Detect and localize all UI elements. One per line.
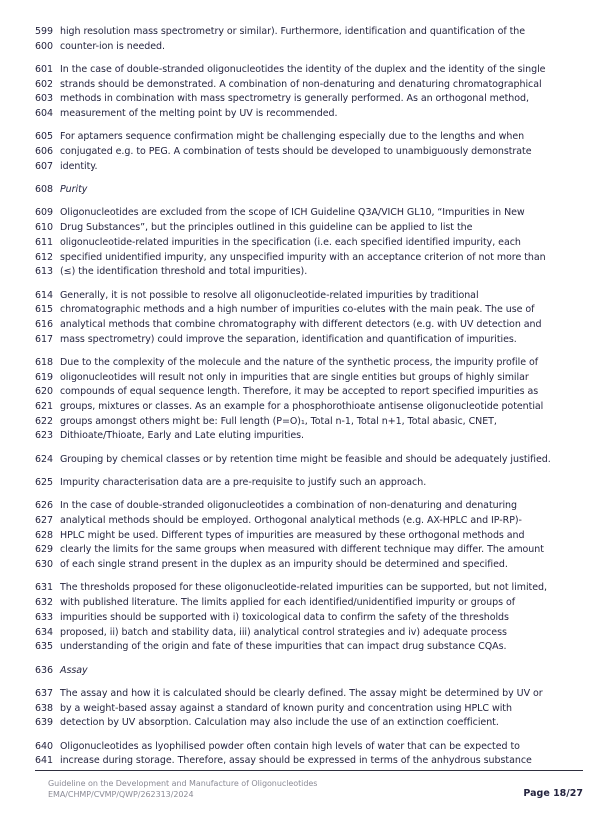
text-line bbox=[35, 400, 595, 415]
line-text: detection by UV absorption. Calculation may also include the use of an extinction coefficient. bbox=[60, 717, 499, 729]
line-text: clearly the limits for the same groups when measured with different technique may differ. The amount bbox=[60, 544, 544, 556]
line-number: 628 bbox=[35, 529, 53, 541]
paragraph bbox=[35, 356, 595, 444]
line-number: 621 bbox=[35, 401, 53, 413]
text-line bbox=[35, 221, 595, 236]
line-text: by a weight-based assay against a standard of known purity and concentration using HPLC with bbox=[60, 702, 512, 714]
paragraph bbox=[35, 206, 595, 280]
text-line bbox=[35, 499, 595, 514]
paragraph bbox=[35, 289, 595, 348]
line-text: Purity bbox=[60, 184, 88, 196]
line-number: 607 bbox=[35, 160, 53, 172]
text-line bbox=[35, 107, 595, 122]
text-line bbox=[35, 160, 595, 175]
text-line bbox=[35, 356, 595, 371]
text-line bbox=[35, 78, 595, 93]
paragraph bbox=[35, 476, 595, 491]
line-number: 635 bbox=[35, 641, 53, 653]
line-number: 613 bbox=[35, 266, 53, 278]
line-text: measurement of the melting point by UV is recommended. bbox=[60, 108, 338, 120]
line-text: groups amongst others might be: Full length (P=O)₁, Total n-1, Total n+1, Total abasic, CNET, bbox=[60, 415, 497, 427]
paragraph bbox=[35, 453, 595, 468]
line-text: HPLC might be used. Different types of impurities are measured by these orthogonal methods and bbox=[60, 529, 525, 541]
text-line bbox=[35, 514, 595, 529]
line-text: increase during storage. Therefore, assay should be expressed in terms of the anhydrous substance bbox=[60, 755, 532, 767]
footer-page-number: Page 18/27 bbox=[523, 788, 583, 799]
line-text: mass spectrometry) could improve the separation, identification and quantification of impurities. bbox=[60, 333, 517, 345]
line-text: chromatographic methods and a high number of impurities co-elutes with the main peak. The use of bbox=[60, 304, 535, 316]
text-line bbox=[35, 25, 595, 40]
line-number: 614 bbox=[35, 289, 53, 301]
line-text: Dithioate/Thioate, Early and Late eluting impurities. bbox=[60, 430, 305, 442]
line-number: 603 bbox=[35, 93, 53, 105]
line-text: methods in combination with mass spectrometry is generally performed. As an orthogonal method, bbox=[60, 93, 529, 105]
text-line bbox=[35, 333, 595, 348]
line-text: compounds of equal sequence length. Therefore, it may be accepted to report specified impurities as bbox=[60, 386, 539, 398]
line-number: 622 bbox=[35, 415, 53, 427]
line-text: oligonucleotide-related impurities in the specification (i.e. each specified identified impurity, each bbox=[60, 236, 521, 248]
text-line bbox=[35, 529, 595, 544]
footer-divider bbox=[35, 770, 583, 771]
text-line bbox=[35, 626, 595, 641]
line-number: 637 bbox=[35, 687, 53, 699]
line-text: groups, mixtures or classes. As an example for a phosphorothioate antisense oligonucleotide potential bbox=[60, 401, 544, 413]
line-text: impurities should be supported with i) toxicological data to confirm the safety of the thresholds bbox=[60, 611, 509, 623]
text-line bbox=[35, 740, 595, 755]
line-text: with published literature. The limits applied for each identified/unidentified impurity or groups of bbox=[60, 597, 516, 609]
page-footer bbox=[35, 770, 583, 800]
text-line bbox=[35, 40, 595, 55]
line-text: Due to the complexity of the molecule and the nature of the synthetic process, the impurity profile of bbox=[60, 356, 539, 368]
text-line bbox=[35, 640, 595, 655]
line-number: 640 bbox=[35, 740, 53, 752]
text-line bbox=[35, 63, 595, 78]
text-line bbox=[35, 289, 595, 304]
text-line bbox=[35, 183, 595, 198]
line-number: 611 bbox=[35, 236, 53, 248]
text-line bbox=[35, 318, 595, 333]
line-text: For aptamers sequence confirmation might be challenging especially due to the lengths and when bbox=[60, 131, 525, 143]
line-text: In the case of double-stranded oligonucleotides the identity of the duplex and the identity of the single bbox=[60, 64, 546, 75]
text-line bbox=[35, 429, 595, 444]
line-number: 641 bbox=[35, 755, 53, 767]
section-heading bbox=[35, 183, 595, 198]
text-line bbox=[35, 754, 595, 769]
text-line bbox=[35, 453, 595, 468]
paragraph bbox=[35, 581, 595, 655]
line-text: Drug Substances”, but the principles outlined in this guideline can be applied to list the bbox=[60, 222, 473, 234]
line-number: 616 bbox=[35, 318, 53, 330]
line-number: 604 bbox=[35, 108, 53, 120]
line-text: Generally, it is not possible to resolve all oligonucleotide-related impurities by traditional bbox=[60, 289, 479, 301]
footer-doc-info bbox=[48, 778, 317, 800]
line-text: oligonucleotides will result not only in impurities that are single entities but groups of highly similar bbox=[60, 371, 529, 383]
line-number: 624 bbox=[35, 453, 53, 465]
line-number: 630 bbox=[35, 559, 53, 571]
line-text: strands should be demonstrated. A combination of non-denaturing and denaturing chromatographical bbox=[60, 78, 542, 90]
line-number: 601 bbox=[35, 64, 53, 75]
line-text: understanding of the origin and fate of these impurities that can impact drug substance CQAs. bbox=[60, 641, 507, 653]
line-text: analytical methods should be employed. Orthogonal analytical methods (e.g. AX-HPLC and IP-RP)- bbox=[60, 515, 522, 527]
line-text: In the case of double-stranded oligonucleotides a combination of non-denaturing and denaturing bbox=[60, 500, 517, 512]
line-number: 602 bbox=[35, 78, 53, 90]
footer-doc-ref: EMA/CHMP/CVMP/QWP/262313/2024 bbox=[48, 790, 194, 799]
line-text: identity. bbox=[60, 160, 98, 172]
line-number: 631 bbox=[35, 582, 53, 594]
line-number: 634 bbox=[35, 626, 53, 638]
paragraph bbox=[35, 63, 595, 122]
line-number: 600 bbox=[35, 40, 53, 52]
text-line bbox=[35, 558, 595, 573]
line-number: 612 bbox=[35, 251, 53, 263]
line-number: 636 bbox=[35, 664, 53, 676]
paragraph bbox=[35, 687, 595, 731]
line-number: 626 bbox=[35, 500, 53, 512]
text-line bbox=[35, 596, 595, 611]
text-line bbox=[35, 303, 595, 318]
text-line bbox=[35, 130, 595, 145]
line-text: Oligonucleotides are excluded from the scope of ICH Guideline Q3A/VICH GL10, “Impurities in New bbox=[60, 207, 525, 219]
paragraph bbox=[35, 25, 595, 54]
footer-doc-title: Guideline on the Development and Manufacture of Oligonucleotides bbox=[48, 779, 318, 788]
line-text: The thresholds proposed for these oligonucleotide-related impurities can be supported, but not limited, bbox=[60, 582, 547, 594]
paragraph bbox=[35, 740, 595, 769]
line-number: 599 bbox=[35, 26, 53, 37]
line-number: 615 bbox=[35, 304, 53, 316]
paragraph bbox=[35, 499, 595, 573]
line-text: specified unidentified impurity, any unspecified impurity with an acceptance criterion of not more than bbox=[60, 251, 546, 263]
line-number: 639 bbox=[35, 717, 53, 729]
document-body bbox=[35, 25, 595, 769]
text-line bbox=[35, 476, 595, 491]
text-line bbox=[35, 206, 595, 221]
paragraph bbox=[35, 130, 595, 174]
line-number: 617 bbox=[35, 333, 53, 345]
text-line bbox=[35, 543, 595, 558]
line-number: 606 bbox=[35, 146, 53, 158]
line-number: 605 bbox=[35, 131, 53, 143]
line-number: 627 bbox=[35, 515, 53, 527]
line-text: Impurity characterisation data are a pre-requisite to justify such an approach. bbox=[60, 477, 427, 489]
line-text: Assay bbox=[60, 664, 88, 676]
line-number: 619 bbox=[35, 371, 53, 383]
section-heading bbox=[35, 664, 595, 679]
line-text: of each single strand present in the duplex as an impurity should be determined and specified. bbox=[60, 559, 508, 571]
text-line bbox=[35, 145, 595, 160]
text-line bbox=[35, 611, 595, 626]
line-number: 610 bbox=[35, 222, 53, 234]
text-line bbox=[35, 92, 595, 107]
line-text: counter-ion is needed. bbox=[60, 40, 166, 52]
line-text: The assay and how it is calculated should be clearly defined. The assay might be determined by UV or bbox=[60, 687, 543, 699]
text-line bbox=[35, 265, 595, 280]
footer-row bbox=[35, 778, 583, 800]
line-number: 629 bbox=[35, 544, 53, 556]
line-text: analytical methods that combine chromatography with different detectors (e.g. with UV detection and bbox=[60, 318, 542, 330]
line-number: 618 bbox=[35, 356, 53, 368]
text-line bbox=[35, 371, 595, 386]
text-line bbox=[35, 664, 595, 679]
line-number: 620 bbox=[35, 386, 53, 398]
text-line bbox=[35, 581, 595, 596]
line-number: 633 bbox=[35, 611, 53, 623]
text-line bbox=[35, 385, 595, 400]
line-number: 632 bbox=[35, 597, 53, 609]
text-line bbox=[35, 716, 595, 731]
text-line bbox=[35, 687, 595, 702]
text-line bbox=[35, 251, 595, 266]
line-number: 638 bbox=[35, 702, 53, 714]
text-line bbox=[35, 415, 595, 430]
line-text: high resolution mass spectrometry or similar). Furthermore, identification and quantification of the bbox=[60, 26, 526, 37]
line-number: 609 bbox=[35, 207, 53, 219]
line-text: (≤) the identification threshold and total impurities). bbox=[60, 266, 308, 278]
line-text: conjugated e.g. to PEG. A combination of tests should be developed to unambiguously demonstrate bbox=[60, 146, 532, 158]
line-number: 608 bbox=[35, 184, 53, 196]
line-number: 623 bbox=[35, 430, 53, 442]
line-number: 625 bbox=[35, 477, 53, 489]
line-text: Oligonucleotides as lyophilised powder often contain high levels of water that can be expected to bbox=[60, 740, 520, 752]
text-line bbox=[35, 702, 595, 717]
line-text: Grouping by chemical classes or by retention time might be feasible and should be adequately justified. bbox=[60, 453, 551, 465]
text-line bbox=[35, 236, 595, 251]
line-text: proposed, ii) batch and stability data, iii) analytical control strategies and iv) adequate process bbox=[60, 626, 507, 638]
